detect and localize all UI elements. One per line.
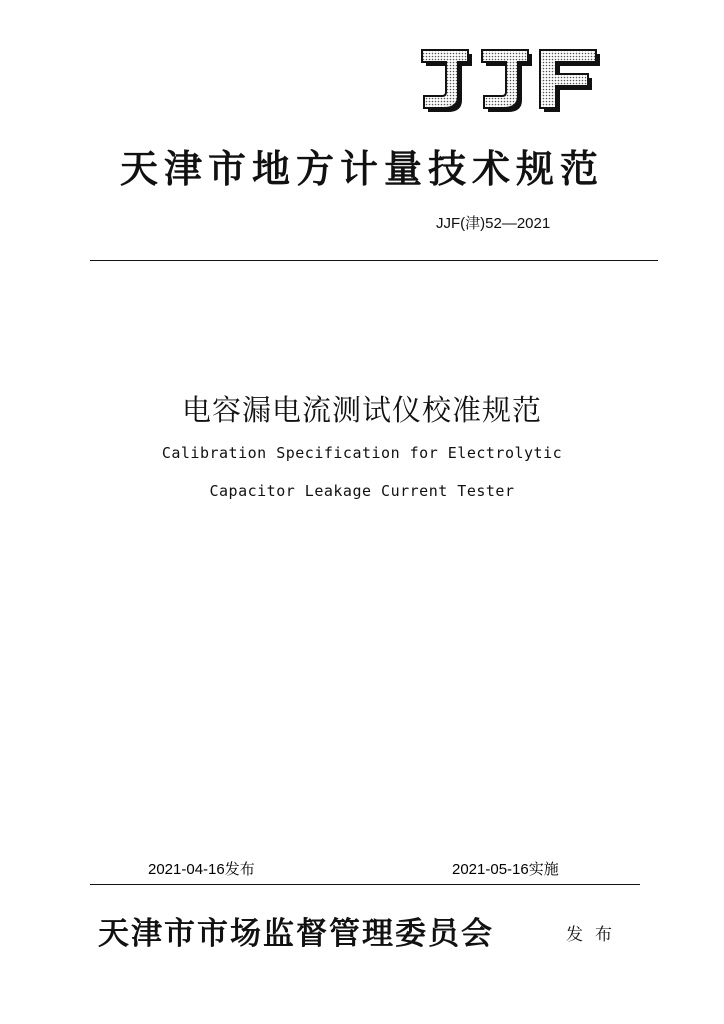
document-number: JJF(津)52—2021 bbox=[436, 215, 551, 232]
document-title-zh: 电容漏电流测试仪校准规范 bbox=[181, 393, 542, 427]
org-title: 天津市地方计量技术规范 bbox=[119, 146, 604, 191]
top-divider bbox=[90, 260, 658, 261]
publisher-name: 天津市市场监督管理委员会 bbox=[98, 916, 494, 952]
jjf-logo-graphic bbox=[416, 46, 602, 114]
effective-date: 2021-05-16实施 bbox=[452, 861, 559, 878]
bottom-divider bbox=[90, 884, 640, 885]
issue-date: 2021-04-16发布 bbox=[148, 861, 255, 878]
jjf-logo bbox=[416, 46, 602, 114]
document-title-en-line1: Calibration Specification for Electrolytic bbox=[161, 444, 563, 462]
document-title-en-line2: Capacitor Leakage Current Tester bbox=[209, 482, 515, 500]
publish-label: 发布 bbox=[566, 925, 624, 945]
